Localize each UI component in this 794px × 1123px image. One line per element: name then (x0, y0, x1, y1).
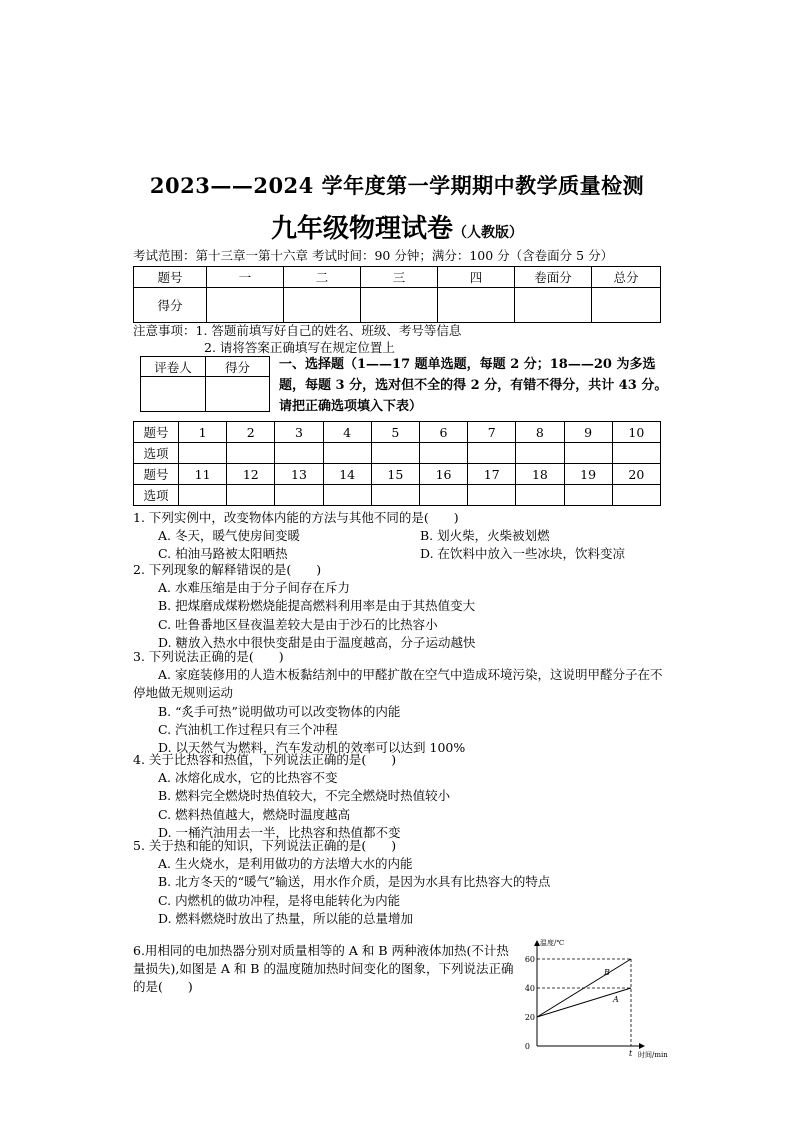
answer-row-label: 题号 (134, 422, 179, 443)
answer-number: 6 (419, 422, 467, 443)
answer-number: 19 (564, 464, 612, 485)
answer-number: 13 (275, 464, 323, 485)
answer-number: 17 (468, 464, 516, 485)
question-stem: 2. 下列现象的解释错误的是( ) (133, 562, 322, 577)
answer-cell[interactable] (323, 485, 371, 506)
answer-number: 1 (179, 422, 227, 443)
score-input-cell[interactable] (515, 288, 592, 323)
option-c: C. 内燃机的做功冲程，是将电能转化为内能 (158, 892, 401, 908)
option-c: C. 吐鲁番地区昼夜温差较大是由于沙石的比热容小 (158, 616, 438, 632)
answer-cell[interactable] (612, 443, 660, 464)
score-row-label: 得分 (134, 288, 207, 323)
question-3 (133, 648, 668, 757)
option-c: C. 柏油马路被太阳晒热 (158, 546, 288, 562)
answer-number: 12 (227, 464, 275, 485)
answer-number: 15 (371, 464, 419, 485)
score-input-cell[interactable] (207, 288, 284, 323)
option-a: A. 生火烧水，是利用做功的方法增大水的内能 (158, 856, 413, 872)
score-header-cell: 一 (207, 267, 284, 288)
answer-cell[interactable] (227, 485, 275, 506)
score-header-cell: 题号 (134, 267, 207, 288)
answer-cell[interactable] (323, 443, 371, 464)
series-label-a: A (613, 995, 619, 1004)
section-1-instructions: 一、选择题（1——17 题单选题，每题 2 分；18——20 为多选题，每题 3 分，选对但不全的得 2 分，有错不得分，共计 43 分。请把正确选项填入下表） (279, 357, 668, 414)
notes (133, 322, 461, 356)
answer-row-label: 题号 (134, 464, 179, 485)
note-line-1: 注意事项：1. 答题前填写好自己的姓名、班级、考号等信息 (133, 323, 462, 338)
x-tick-label: t (629, 1049, 633, 1058)
answer-row-label: 选项 (134, 485, 179, 506)
answer-cell[interactable] (564, 443, 612, 464)
option-d: D. 以天然气为燃料，汽车发动机的效率可以达到 100% (158, 740, 466, 756)
y-axis-label: 温度/℃ (540, 939, 565, 947)
answer-number: 14 (323, 464, 371, 485)
option-d: D. 糖放入热水中很快变甜是由于温度越高，分子运动越快 (158, 634, 476, 650)
option-d: D. 燃料燃烧时放出了热量，所以能的总量增加 (158, 910, 414, 926)
grader-label: 评卷人 (141, 357, 206, 377)
option-a: A. 冬天，暖气使房间变暖 (158, 528, 300, 544)
score-input-cell[interactable] (592, 288, 661, 323)
option-a: A. 冰熔化成水，它的比热容不变 (158, 770, 338, 786)
answer-cell[interactable] (179, 485, 227, 506)
option-a: A. 家庭装修用的人造木板黏结剂中的甲醛扩散在空气中造成环境污染，这说明甲醛分子在不停地做无规则运动 (133, 667, 663, 701)
grader-input-cell[interactable] (206, 377, 270, 412)
option-a: A. 水难压缩是由于分子间存在斥力 (158, 580, 350, 596)
answer-cell[interactable] (371, 485, 419, 506)
option-b: B. 燃料完全燃烧时热值较大，不完全燃烧时热值较小 (158, 788, 451, 804)
question-stem: 3. 下列说法正确的是( ) (133, 649, 284, 664)
score-table (133, 266, 661, 323)
answer-cell[interactable] (227, 443, 275, 464)
answer-number: 8 (516, 422, 564, 443)
answer-row-label: 选项 (134, 443, 179, 464)
answer-cell[interactable] (612, 485, 660, 506)
answer-cell[interactable] (564, 485, 612, 506)
question-stem: 4. 关于比热容和热值，下列说法正确的是( ) (133, 752, 397, 767)
exam-title: 2023——2024 学年度第一学期期中教学质量检测 (149, 173, 645, 198)
option-d: D. 一桶汽油用去一半，比热容和热值都不变 (158, 824, 401, 840)
grader-table (140, 356, 270, 412)
answer-cell[interactable] (516, 485, 564, 506)
score-input-cell[interactable] (284, 288, 361, 323)
option-d: D. 在饮料中放入一些冰块，饮料变凉 (420, 546, 626, 562)
temperature-time-graph (510, 935, 690, 1061)
score-header-cell: 四 (438, 267, 515, 288)
answer-number: 5 (371, 422, 419, 443)
x-axis-label: 时间/min (638, 1051, 668, 1059)
score-input-cell[interactable] (438, 288, 515, 323)
exam-subtitle (0, 208, 794, 245)
answer-cell[interactable] (179, 443, 227, 464)
question-stem: 5. 关于热和能的知识，下列说法正确的是( ) (133, 838, 397, 853)
y-tick-label: 40 (524, 984, 535, 993)
grader-input-cell[interactable] (141, 377, 206, 412)
answer-number: 10 (612, 422, 660, 443)
score-header-cell: 卷面分 (515, 267, 592, 288)
score-input-cell[interactable] (361, 288, 438, 323)
answer-number: 7 (468, 422, 516, 443)
score-header-cell: 三 (361, 267, 438, 288)
option-b: B. 北方冬天的“暖气”输送，用水作介质，是因为水具有比热容大的特点 (158, 874, 551, 890)
question-5 (133, 837, 668, 928)
exam-info: 考试范围：第十三章一第十六章 考试时间：90 分钟；满分：100 分（含卷面分 5 分） (133, 248, 614, 263)
subtitle-main: 九年级物理试卷 (270, 214, 453, 244)
answer-cell[interactable] (371, 443, 419, 464)
answer-cell[interactable] (516, 443, 564, 464)
subtitle-note: （人教版） (453, 225, 523, 241)
answer-number: 18 (516, 464, 564, 485)
answer-cell[interactable] (275, 443, 323, 464)
y-tick-label: 60 (524, 955, 535, 964)
score-header-cell: 总分 (592, 267, 661, 288)
question-1 (133, 509, 668, 564)
grader-score-label: 得分 (206, 357, 270, 377)
series-label-b: B (604, 968, 610, 977)
answer-cell[interactable] (419, 443, 467, 464)
option-c: C. 燃料热值越大，燃烧时温度越高 (158, 806, 351, 822)
answer-number: 3 (275, 422, 323, 443)
y-tick-label: 0 (524, 1042, 530, 1051)
question-6-stem: 6.用相同的电加热器分别对质量相等的 A 和 B 两种液体加热(不计热量损失),如图是 A 和 B 的温度随加热时间变化的图象，下列说法正确的是( ) (133, 943, 514, 994)
option-b: B. 把煤磨成煤粉燃烧能提高燃料利用率是由于其热值变大 (158, 598, 476, 614)
answer-cell[interactable] (468, 443, 516, 464)
answer-number: 20 (612, 464, 660, 485)
answer-number: 4 (323, 422, 371, 443)
question-4 (133, 751, 668, 842)
option-b: B. “炙手可热”说明做功可以改变物体的内能 (158, 703, 401, 719)
y-tick-label: 20 (524, 1013, 535, 1022)
answer-number: 9 (564, 422, 612, 443)
answer-cell[interactable] (468, 485, 516, 506)
question-2 (133, 561, 668, 652)
answer-cell[interactable] (419, 485, 467, 506)
score-header-cell: 二 (284, 267, 361, 288)
option-c: C. 汽油机工作过程只有三个冲程 (158, 721, 338, 737)
line-b (537, 959, 631, 1017)
answer-number: 11 (179, 464, 227, 485)
answer-cell[interactable] (275, 485, 323, 506)
note-line-2: 2. 请将答案正确填写在规定位置上 (204, 340, 395, 355)
answer-table (133, 421, 661, 506)
answer-number: 2 (227, 422, 275, 443)
answer-number: 16 (419, 464, 467, 485)
question-stem: 1. 下列实例中，改变物体内能的方法与其他不同的是( ) (133, 510, 459, 525)
option-b: B. 划火柴，火柴被划燃 (420, 528, 550, 544)
